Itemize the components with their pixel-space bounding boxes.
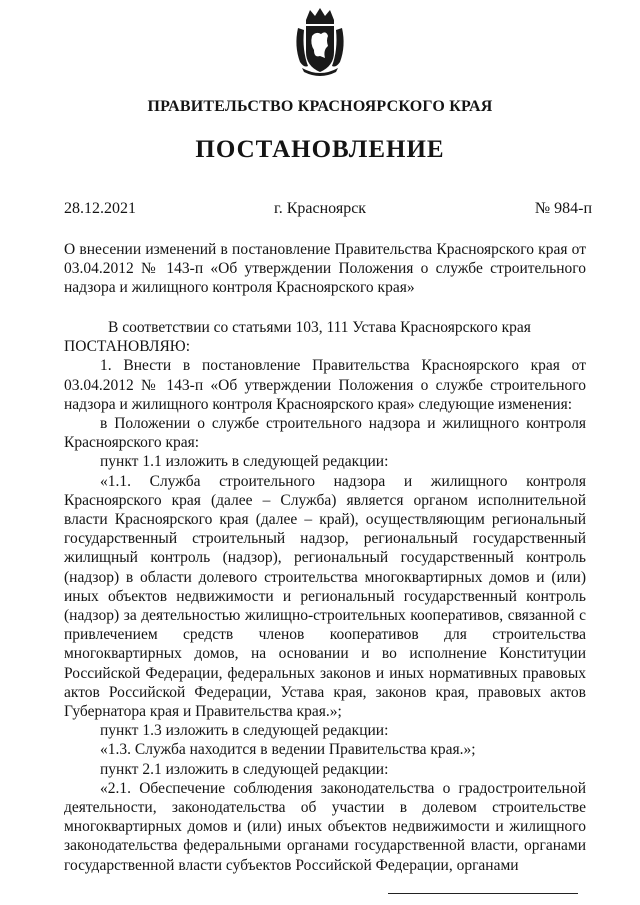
government-name: ПРАВИТЕЛЬСТВО КРАСНОЯРСКОГО КРАЯ [147,98,493,115]
document-body [64,318,586,875]
document-type-title: ПОСТАНОВЛЕНИЕ [195,136,445,163]
paragraph-regulation: в Положении о службе строительного надзора и жилищного контроля Красноярского края: [64,415,586,452]
paragraph-item-1: 1. Внести в постановление Правительства Красноярского края от 03.04.2012 № 143-п «Об утверждении Положения о службе строительного надзора и жилищного контроля Красноярского края» следующие изменения: [64,357,586,413]
paragraph-point-1-3-intro: пункт 1.3 изложить в следующей редакции: [100,722,389,740]
paragraph-point-1-3-text: «1.3. Служба находится в ведении Правительства края.»; [100,741,476,759]
paragraph-point-1-1-intro: пункт 1.1 изложить в следующей редакции: [100,453,389,471]
paragraph-point-1-1-text: «1.1. Служба строительного надзора и жилищного контроля Красноярского края (далее – Служба) является органом исполнительной власти Красноярского края (далее – край), осуществляющим региональный государственный строительный надзор, региональный государственный жилищный контроль (надзор), региональный государственный контроль (надзор) в области долевого строительства многоквартирных домов и (или) иных объектов недвижимости и региональный государственный контроль (надзор) за деятельностью жилищно-строительных кооперативов, связанной с привлечением средств членов кооперативов для строительства многоквартирных домов, на основании и во исполнение Конституции Российской Федерации, федеральных законов и иных нормативных правовых актов Российской Федерации, Устава края, законов края, правовых актов Губернатора края и Правительства края.»; [64,472,586,721]
krasnoyarsk-coat-of-arms-icon [292,6,348,78]
document-city: г. Красноярск [273,200,367,217]
paragraph-point-2-1-text: «2.1. Обеспечение соблюдения законодательства о градостроительной деятельности, законодательства об участии в долевом строительстве многоквартирных домов и (или) иных объектов недвижимости и жилищного законодательства федеральными органами государственной власти, органами государственной власти субъектов Российской Федерации, органами [64,779,586,874]
paragraph-resolve: ПОСТАНОВЛЯЮ: [64,338,191,356]
document-date: 28.12.2021 [64,200,136,217]
document-subject: О внесении изменений в постановление Правительства Красноярского края от 03.04.2012 № 143-п «Об утверждении Положения о службе строительного надзора и жилищного контроля Красноярского края» [64,241,586,296]
footer-rule [388,893,578,894]
document-number: № 984-п [534,200,592,217]
paragraph-basis: В соответствии со статьями 103, 111 Устава Красноярского края [108,319,531,336]
paragraph-point-2-1-intro: пункт 2.1 изложить в следующей редакции: [100,760,389,778]
